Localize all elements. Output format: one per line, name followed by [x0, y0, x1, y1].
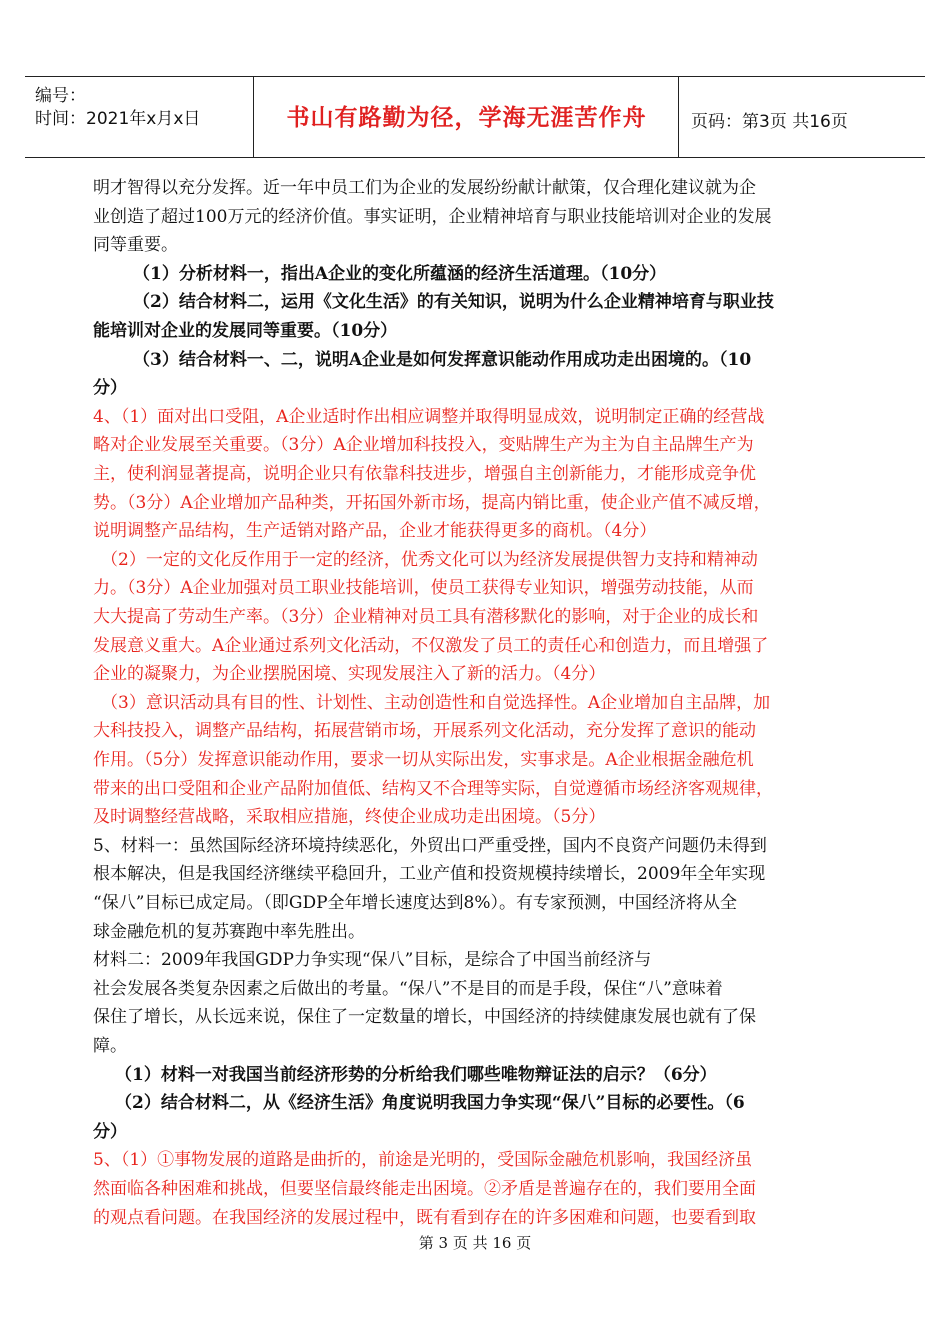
answer-line: 说明调整产品结构，生产适销对路产品，企业才能获得更多的商机。（4分）	[93, 521, 657, 542]
answer-line: 及时调整经营战略，采取相应措施，终使企业成功走出困境。（5分）	[93, 807, 606, 828]
answer-line: 企业的凝聚力，为企业摆脱困境、实现发展注入了新的活力。（4分）	[93, 664, 606, 685]
header-motto-cell	[255, 77, 679, 157]
document-time-label: 时间：2021年x月x日	[35, 109, 201, 129]
answer-line: 作用。（5分）发挥意识能动作用，要求一切从实际出发，实事求是。A企业根据金融危机	[93, 750, 754, 770]
text-line: 社会发展各类复杂因素之后做出的考量。“保八”不是目的而是手段，保住“八”意味着	[93, 978, 723, 999]
question-line: （3）结合材料一、二，说明A企业是如何发挥意识能动作用成功走出困境的。（10	[133, 349, 752, 370]
answer-line: 主，使利润显著提高，说明企业只有依靠科技进步，增强自主创新能力，才能形成竞争优	[93, 464, 756, 484]
question-line: （2）结合材料二，从《经济生活》角度说明我国力争实现“保八”目标的必要性。（6	[115, 1093, 745, 1114]
question-line: 能培训对企业的发展同等重要。（10分）	[93, 321, 398, 341]
answer-line: 力。（3分）A企业加强对员工职业技能培训，使员工获得专业知识，增强劳动技能，从而	[93, 578, 754, 599]
question-line: 分）	[93, 378, 127, 399]
text-line: 同等重要。	[93, 235, 178, 256]
header-left-cell	[25, 77, 254, 157]
document-number-label: 编号：	[35, 86, 86, 106]
answer-line: （2）一定的文化反作用于一定的经济，优秀文化可以为经济发展提供智力支持和精神动	[101, 549, 758, 570]
text-line: 业创造了超过100万元的经济价值。事实证明，企业精神培育与职业技能培训对企业的发展	[93, 206, 772, 227]
text-line: 5、材料一：虽然国际经济环境持续恶化，外贸出口严重受挫，国内不良资产问题仍未得到	[93, 835, 767, 856]
page-footer: 第 3 页 共 16 页	[418, 1234, 532, 1252]
text-line: 保住了增长，从长远来说，保住了一定数量的增长，中国经济的持续健康发展也就有了保	[93, 1007, 756, 1028]
answer-line: 4、（1）面对出口受阻，A企业适时作出相应调整并取得明显成效，说明制定正确的经营战	[93, 406, 765, 427]
answer-line: 然面临各种困难和挑战，但要坚信最终能走出困境。②矛盾是普遍存在的，我们要用全面	[93, 1179, 756, 1199]
text-line: 球金融危机的复苏赛跑中率先胜出。	[93, 921, 365, 942]
answer-line: 带来的出口受阻和企业产品附加值低、结构又不合理等实际，自觉遵循市场经济客观规律，	[93, 778, 773, 799]
text-line: 材料二：2009年我国GDP力争实现“保八”目标，是综合了中国当前经济与	[93, 950, 652, 971]
answer-line: 大大提高了劳动生产率。（3分）企业精神对员工具有潜移默化的影响，对于企业的成长和	[93, 607, 759, 627]
text-line: “保八”目标已成定局。（即GDP全年增长速度达到8%）。有专家预测，中国经济将从全	[93, 893, 737, 913]
question-line: 分）	[93, 1121, 127, 1142]
page-header	[25, 76, 925, 158]
question-line: （2）结合材料二，运用《文化生活》的有关知识，说明为什么企业精神培育与职业技	[133, 292, 774, 313]
answer-line: 略对企业发展至关重要。（3分）A企业增加科技投入，变贴牌生产为主为自主品牌生产为	[93, 435, 754, 456]
answer-line: 发展意义重大。A企业通过系列文化活动，不仅激发了员工的责任心和创造力，而且增强了	[93, 635, 769, 656]
text-line: 障。	[93, 1036, 127, 1056]
header-right-cell	[681, 77, 925, 157]
text-line: 明才智得以充分发挥。近一年中员工们为企业的发展纷纷献计献策，仅合理化建议就为企	[93, 178, 756, 198]
header-motto: 书山有路勤为径，学海无涯苦作舟	[286, 105, 647, 131]
text-line: 根本解决，但是我国经济继续平稳回升，工业产值和投资规模持续增长，2009年全年实现	[93, 864, 766, 885]
question-line: （1）分析材料一，指出A企业的变化所蕴涵的经济生活道理。（10分）	[133, 263, 667, 284]
answer-line: 的观点看问题。在我国经济的发展过程中，既有看到存在的许多困难和问题，也要看到取	[93, 1207, 756, 1228]
answer-line: （3）意识活动具有目的性、计划性、主动创造性和自觉选择性。A企业增加自主品牌，加	[101, 692, 771, 713]
answer-line: 大科技投入，调整产品结构，拓展营销市场，开展系列文化活动，充分发挥了意识的能动	[93, 721, 756, 742]
answer-line: 5、（1）①事物发展的道路是曲折的，前途是光明的，受国际金融危机影响，我国经济虽	[93, 1150, 753, 1171]
header-page-label: 页码：第3页 共16页	[691, 112, 848, 132]
answer-line: 势。（3分）A企业增加产品种类，开拓国外新市场，提高内销比重，使企业产值不减反增，	[93, 492, 771, 513]
question-line: （1）材料一对我国当前经济形势的分析给我们哪些唯物辩证法的启示？（6分）	[115, 1064, 717, 1085]
